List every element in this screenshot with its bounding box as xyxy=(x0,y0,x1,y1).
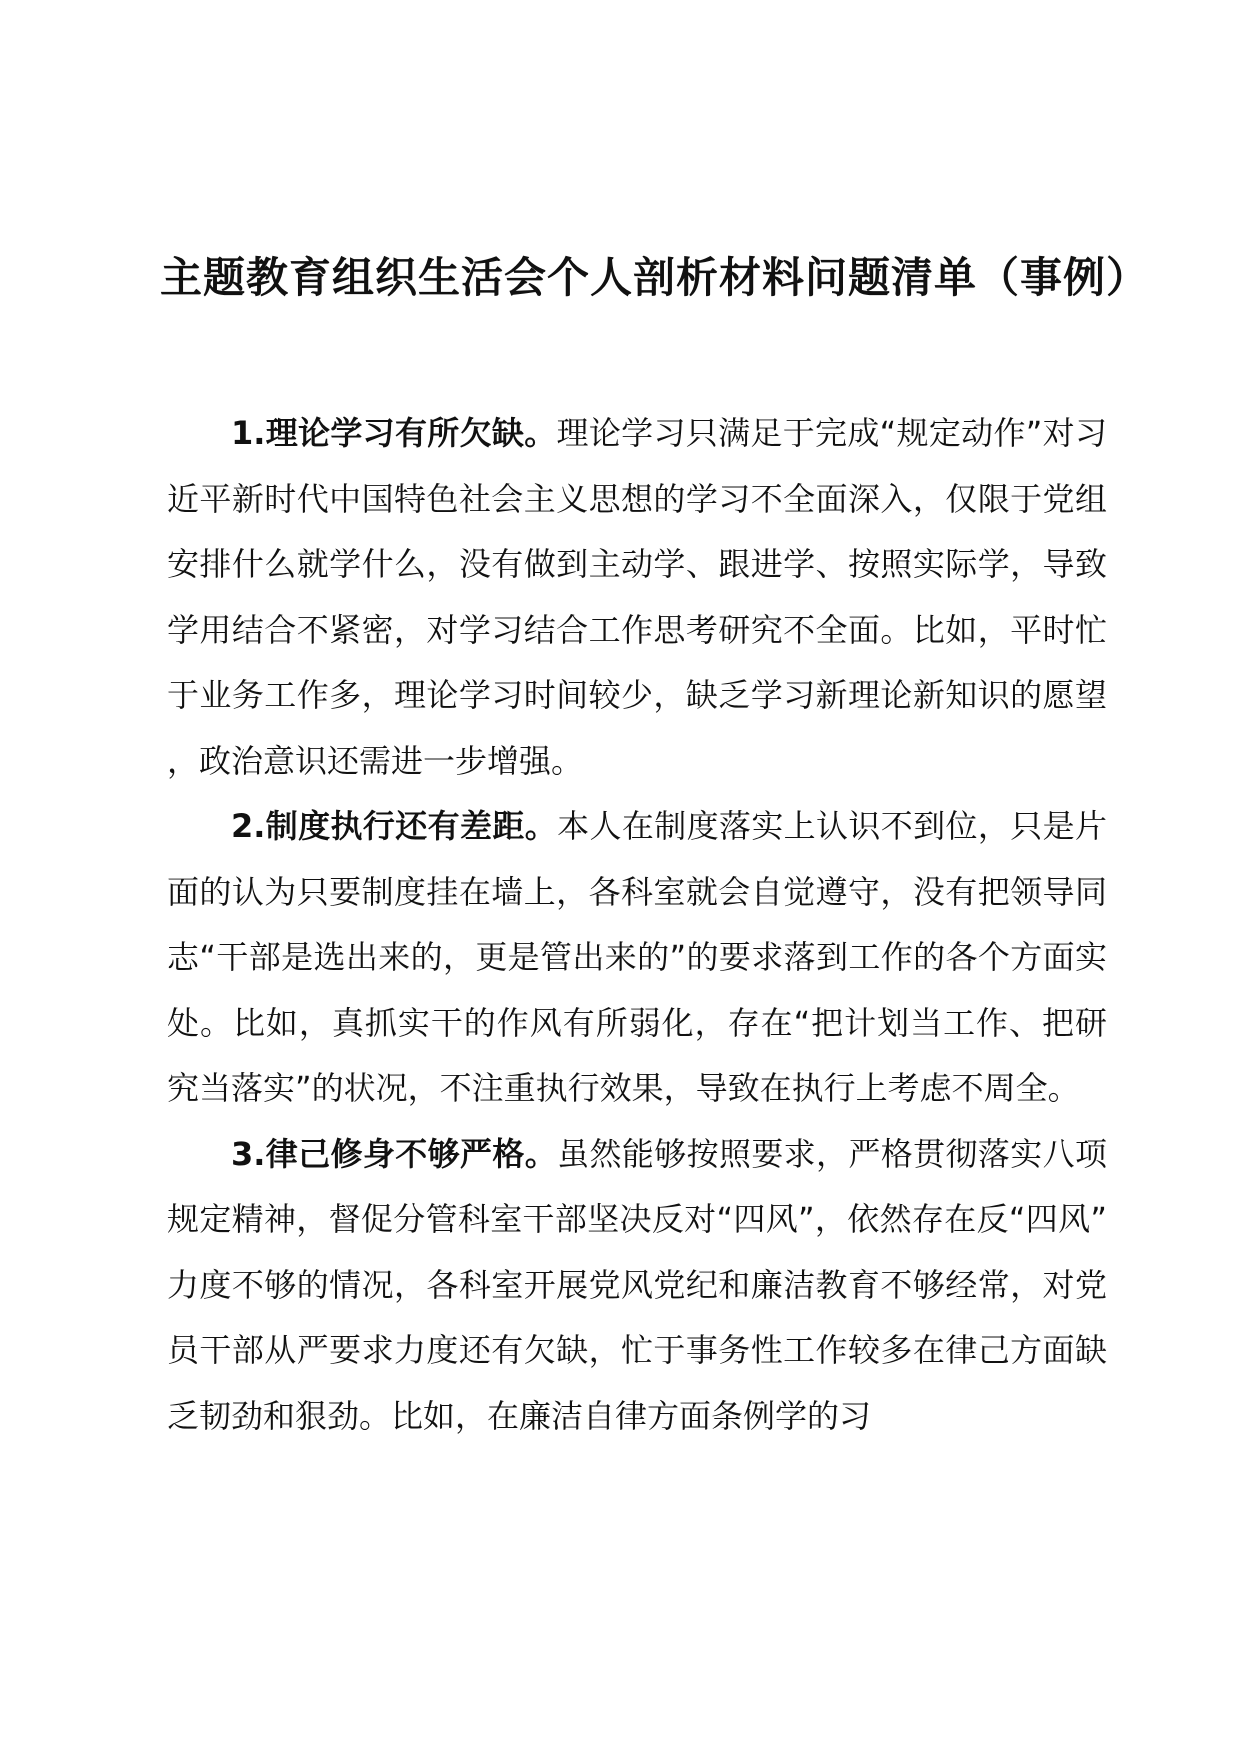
document-body xyxy=(167,401,1107,1449)
paragraph-3-heading: 3.律己修身不够严格。 xyxy=(231,1134,558,1173)
document-title: 主题教育组织生活会个人剖析材料问题清单（事例） xyxy=(160,253,1150,302)
paragraph-1-text: 理论学习只满足于完成“规定动作”对习近平新时代中国特色社会主义思想的学习不全面深入，仅限于党组安排什么就学什么，没有做到主动学、跟进学、按照实际学，导致学用结合不紧密，对学习结合工作思考研究不全面。比如，平时忙于业务工作多，理论学习时间较少，缺乏学习新理论新知识的愿望，政治意识还需进一步增强。 xyxy=(167,414,1107,780)
paragraph-2 xyxy=(167,794,1107,1122)
paragraph-3 xyxy=(167,1122,1107,1450)
paragraph-3-text: 虽然能够按照要求，严格贯彻落实八项规定精神，督促分管科室干部坚决反对“四风”，依然存在反“四风”力度不够的情况，各科室开展党风党纪和廉洁教育不够经常，对党员干部从严要求力度还有欠缺，忙于事务性工作较多在律己方面缺乏韧劲和狠劲。比如，在廉洁自律方面条例学的习 xyxy=(167,1134,1107,1435)
paragraph-2-heading: 2.制度执行还有差距。 xyxy=(231,807,558,845)
paragraph-2-text: 本人在制度落实上认识不到位，只是片面的认为只要制度挂在墙上，各科室就会自觉遵守，没有把领导同志“干部是选出来的，更是管出来的”的要求落到工作的各个方面实处。比如，真抓实干的作风有所弱化，存在“把计划当工作、把研究当落实”的状况，不注重执行效果，导致在执行上考虑不周全。 xyxy=(167,807,1107,1107)
paragraph-1 xyxy=(167,401,1107,794)
paragraph-1-heading: 1.理论学习有所欠缺。 xyxy=(231,414,557,452)
